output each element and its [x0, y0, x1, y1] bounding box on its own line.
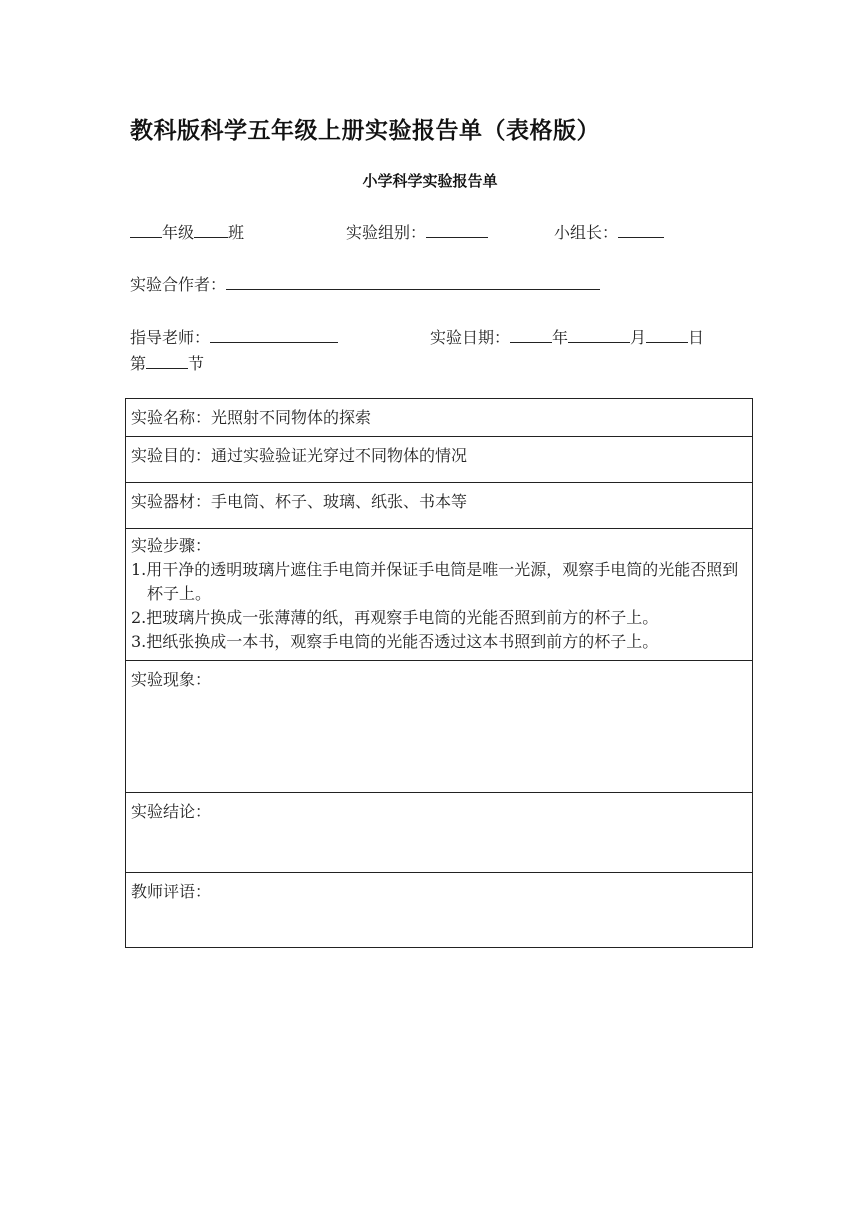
phenomenon-cell[interactable] — [126, 661, 753, 793]
month-label: 月 — [630, 328, 647, 347]
grade-blank[interactable] — [130, 221, 162, 238]
comment-label: 教师评语： — [131, 882, 212, 901]
period-blank[interactable] — [146, 352, 188, 369]
comment-row — [126, 873, 753, 948]
year-blank[interactable] — [510, 326, 552, 343]
experiment-purpose: 实验目的：通过实验验证光穿过不同物体的情况 — [126, 437, 753, 483]
partners-blank[interactable] — [226, 273, 600, 290]
teacher-label: 指导老师： — [130, 328, 211, 347]
leader-label: 小组长： — [554, 223, 619, 242]
conclusion-label: 实验结论： — [131, 802, 212, 821]
teacher-blank[interactable] — [210, 326, 338, 343]
step-item: 3.把纸张换成一本书，观察手电筒的光能否透过这本书照到前方的杯子上。 — [131, 632, 659, 651]
group-line — [346, 221, 488, 243]
group-blank[interactable] — [426, 221, 488, 238]
comment-cell[interactable] — [126, 873, 753, 948]
materials-row — [126, 483, 753, 529]
document-subtitle: 小学科学实验报告单 — [362, 172, 498, 190]
report-table — [125, 398, 753, 948]
steps-cell — [126, 529, 753, 661]
phenomenon-row — [126, 661, 753, 793]
document-title: 教科版科学五年级上册实验报告单（表格版） — [130, 118, 600, 144]
steps-label: 实验步骤： — [131, 536, 212, 555]
experiment-name: 实验名称：光照射不同物体的探索 — [126, 399, 753, 437]
month-blank[interactable] — [568, 326, 630, 343]
class-label: 班 — [228, 223, 245, 242]
partners-label: 实验合作者： — [130, 275, 227, 294]
name-row — [126, 399, 753, 437]
class-blank[interactable] — [194, 221, 228, 238]
period-prefix: 第 — [130, 354, 147, 373]
conclusion-cell[interactable] — [126, 793, 753, 873]
date-line — [430, 326, 704, 348]
date-label: 实验日期： — [430, 328, 511, 347]
leader-line — [554, 221, 664, 243]
purpose-row — [126, 437, 753, 483]
year-label: 年 — [552, 328, 569, 347]
day-blank[interactable] — [646, 326, 688, 343]
partners-line — [130, 273, 600, 295]
teacher-line — [130, 326, 338, 348]
experiment-materials: 实验器材：手电筒、杯子、玻璃、纸张、书本等 — [126, 483, 753, 529]
period-suffix: 节 — [188, 354, 205, 373]
day-label: 日 — [688, 328, 705, 347]
conclusion-row — [126, 793, 753, 873]
leader-blank[interactable] — [618, 221, 664, 238]
steps-row — [126, 529, 753, 661]
period-line — [130, 352, 204, 374]
step-item: 2.把玻璃片换成一张薄薄的纸，再观察手电筒的光能否照到前方的杯子上。 — [131, 608, 659, 627]
grade-class-line — [130, 221, 244, 243]
phenomenon-label: 实验现象： — [131, 670, 212, 689]
step-item: 1.用干净的透明玻璃片遮住手电筒并保证手电筒是唯一光源，观察手电筒的光能否照到杯子上。 — [131, 560, 739, 603]
group-label: 实验组别： — [346, 223, 427, 242]
grade-label: 年级 — [162, 223, 195, 242]
